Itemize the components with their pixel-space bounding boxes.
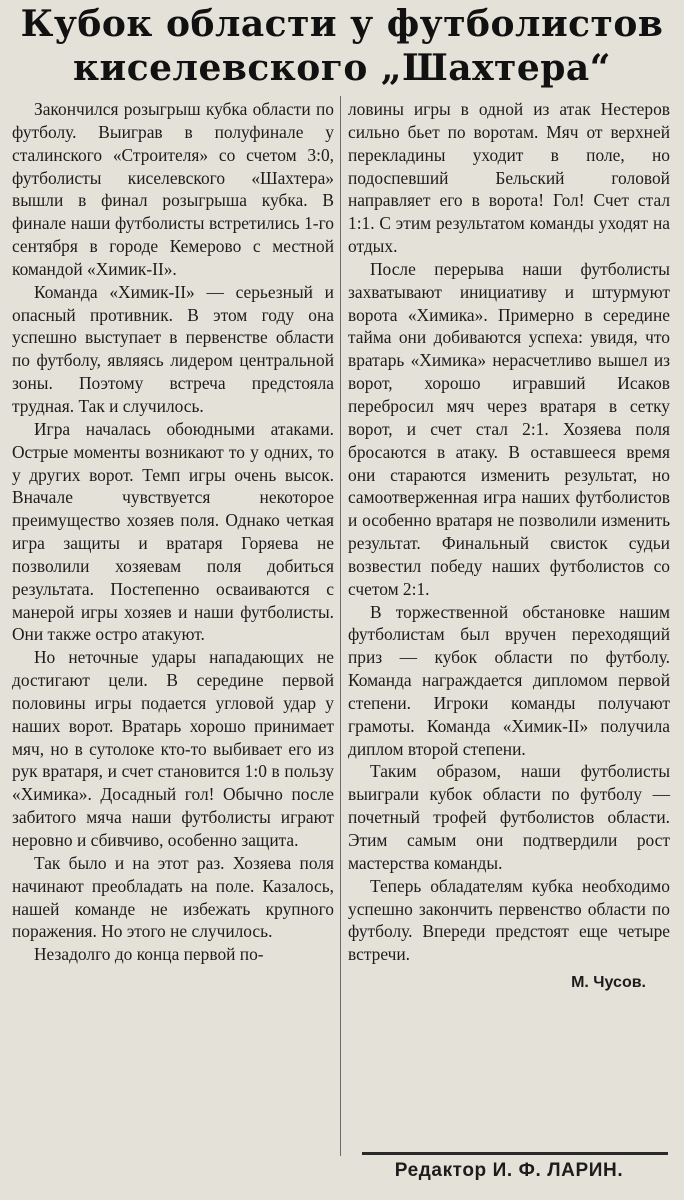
paragraph: Игра началась обоюдными атаками. Острые моменты возникают то у одних, то у других ворот. Темп игры очень высок. Вначале чувствуется некоторое преимущество хозяев поля. Однако четкая игра защиты и вратаря Горяева не позволили хозяевам поля добиться результата. Постепенно осваиваются с манерой игры хозяев и наши футболисты. Они также остро атакуют. [12,418,334,645]
paragraph: Закончился розыгрыш кубка области по футболу. Выиграв в полуфинале у сталинского «Строителя» со счетом 3:0, футболисты киселевского «Шахтера» вышли в финал розыгрыша кубка. В финале наши футболисты встретились 1-го сентября в городе Кемерово с местной командой «Химик-II». [12,99,334,279]
article-column-right [348,98,670,995]
paragraph: Таким образом, наши футболисты выиграли кубок области по футболу — почетный трофей футболистов области. Этим самым они подтвердили рост мастерства команды. [348,761,670,873]
paragraph: После перерыва наши футболисты захватывают инициативу и штурмуют ворота «Химика». Примерно в середине тайма они добиваются успеха: увидя, что вратарь «Химика» нерасчетливо вышел из ворот, хорошо игравший Исаков перебросил мяч через вратаря в сетку ворот, и счет стал 2:1. Хозяева поля бросаются в атаку. В оставшееся время они стараются изменить результат, но самоотверженная игра наших футболистов и особенно вратаря не позволили изменить результат. Финальный свисток судьи возвестил победу наших футболистов со счетом 2:1. [348,258,670,599]
headline-line-1: Кубок области у футболистов [20,3,664,45]
headline [0,2,684,90]
paragraph: В торжественной обстановке нашим футболистам был вручен переходящий приз — кубок области по футболу. Команда награждается дипломом первой степени. Игроки команды получают грамоты. Команда «Химик-II» получила диплом второй степени. [348,601,670,759]
paragraph: Незадолго до конца первой по- [34,944,264,965]
headline-line-2: киселевского „Шахтера“ [73,47,611,89]
article-column-left [12,98,334,966]
paragraph: ловины игры в одной из атак Нестеров сильно бьет по воротам. Мяч от верхней перекладины уходит в поле, но подоспевший Бельский головой направляет его в ворота! Гол! Счет стал 1:1. С этим результатом команды уходят на отдых. [348,99,670,257]
editor-line: Редактор И. Ф. ЛАРИН. [394,1160,624,1181]
paragraph: Так было и на этот раз. Хозяева поля начинают преобладать на поле. Казалось, нашей команде не избежать крупного поражения. Но этого не случилось. [12,852,334,942]
editor-divider [362,1152,668,1155]
column-divider [340,96,341,1156]
paragraph: Теперь обладателям кубка необходимо успешно закончить первенство области по футболу. Впереди предстоят еще четыре встречи. [348,875,670,965]
paragraph: Команда «Химик-II» — серьезный и опасный противник. В этом году она успешно выступает в первенстве области по футболу, являясь лидером центральной зоны. Поэтому встреча предстояла трудная. Так и случилось. [12,281,334,416]
paragraph: Но неточные удары нападающих не достигают цели. В середине первой половины игры подается угловой удар у наших ворот. Вратарь хорошо принимает мяч, но в сутолоке кто-то выбивает его из рук вратаря, и счет становится 1:0 в пользу «Химика». Досадный гол! Обычно после забитого мяча наши футболисты играют неровно и сбивчиво, особенно защита. [12,647,334,850]
author-signature: М. Чусов. [571,974,646,992]
